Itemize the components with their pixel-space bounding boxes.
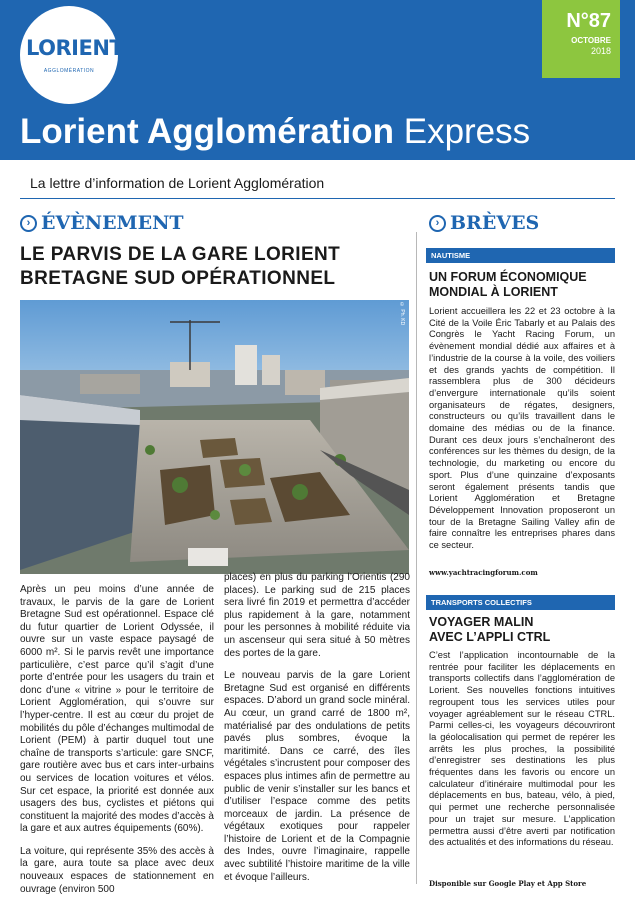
masthead [0, 0, 635, 160]
title-light: Express [403, 112, 531, 151]
brief-title-line: UN FORUM ÉCONOMIQUE [429, 270, 587, 284]
article-paragraph: La voiture, qui représente 35% des accès à la gare, aura toute sa place avec deux nouveaux espaces de stationnement en ouvrage (environ 500 [20, 845, 214, 895]
brief-title [429, 270, 615, 300]
issue-month: OCTOBRE [571, 36, 611, 45]
section-label: ÉVÈNEMENT [41, 212, 184, 234]
brief-link: Disponible sur Google Play et App Store [429, 879, 587, 888]
article-title-line: LE PARVIS DE LA GARE LORIENT [20, 244, 341, 265]
brief-link[interactable]: www.yachtracingforum.com [429, 568, 538, 577]
title-bold: Lorient Agglomération [20, 112, 394, 151]
chevron-right-icon: › [429, 215, 446, 232]
logo-subtitle: AGGLOMÉRATION [43, 68, 95, 74]
issue-badge [542, 0, 620, 78]
column-divider [416, 232, 417, 884]
brief-title-line: VOYAGER MALIN [429, 615, 534, 629]
article-paragraph: Le nouveau parvis de la gare Lorient Bretagne Sud est organisé en différents espaces. D’abord un grand socle minéral. Au cœur, un grand carré de 1800 m², matérialisé par des ondulations de petits pavés plus sombres, évoque la maritimité. Dans ce carré, des îles végétales s’incrustent pour composer des espaces plus intimes afin de permettre au public de venir s’installer sur les bancs et d’utiliser l’espace comme des petits morceaux de jardin. La présence de végétaux exotiques pour rappeler l’histoire de Lorient et de la Compagnie des Indes, ouvre l’imaginaire, rappelle avec subtilité l’histoire maritime de la ville et évoque l’ailleurs. [224, 670, 410, 883]
photo-credit: © Ph. KD [399, 302, 405, 326]
brief-title [429, 615, 615, 645]
section-head-evenement [20, 212, 184, 234]
aerial-photo-illustration [20, 300, 409, 574]
issue-number: N°87 [566, 10, 611, 32]
brief-category-bar: NAUTISME [426, 248, 615, 263]
brief-title-line: MONDIAL À LORIENT [429, 285, 558, 299]
article-column-1 [20, 584, 214, 898]
section-head-breves [429, 212, 539, 234]
divider [20, 198, 615, 199]
brief-title-line: AVEC L’APPLI CTRL [429, 630, 551, 644]
article-paragraph: places) en plus du parking l’Orientis (290 places). Le parking sud de 215 places sera livré fin 2019 et permettra d’accéder plus rapidement à la gare, notamment pour les personnes à mobilité réduite via un ascenseur qui sera situé à 50 mètres des portes de la gare. [224, 572, 410, 659]
article-paragraph: Après un peu moins d’une année de travaux, le parvis de la gare de Lorient Bretagne Sud est opérationnel. Espace clé du futur quartier de Lorient Odyssée, il ouvre sur un vaste espace paysagé de 6000 m². Si le parvis revêt une importance particulière, c’est parce qu’il s’agit d’une porte d’entrée pour les usagers du train et donc d’une « vitrine » pour le territoire de Lorient Agglomération, qui s’ouvre sur l’hyper-centre. Il est au cœur du projet de mobilités du pôle d’échanges multimodal de Lorient (PEM) à partir duquel tout une chaîne de transports s’articule: gare SNCF, gare routière avec bus et cars inter-urbains ou services de location voitures et vélos. Sur cet espace, la priorité est donnée aux usagers des bus, cyclistes et piétons qui constituent la majorité des modes d’accès à la gare et aux autres équipements (60%). [20, 584, 215, 835]
section-label: BRÈVES [450, 212, 540, 234]
newsletter-title [20, 112, 530, 152]
chevron-right-icon: › [20, 215, 37, 232]
brief-text: C’est l’application incontournable de la rentrée pour faciliter les déplacements en transports collectifs dans l’agglomération de Lorient. Ses nouvelles fonctions intuitives regroupent tous les services utiles pour voyager agréablement sur le réseau CTRL. Parmi celles-ci, les voyageurs découvriront la géolocalisation qui permet de repérer les arrêts les plus proches, la possibilité d’enregistrer ses destinations les plus fréquentes dans les favoris ou encore un calculateur d’itinéraire multimodal pour les déplacements en bus, bateau, vélo, à pied, qui permet une recherche personnalisée pour un trajet sur mesure. L’application permettra aussi d’être averti par notification des actualités et des informations du réseau. [429, 650, 615, 848]
article-title-line: BRETAGNE SUD OPÉRATIONNEL [20, 268, 336, 289]
lorient-logo [20, 6, 124, 104]
issue-year: 2018 [590, 46, 611, 56]
station-forecourt-photo [20, 300, 409, 574]
article-column-2 [224, 572, 410, 894]
brief-category-bar: TRANSPORTS COLLECTIFS [426, 595, 615, 610]
tagline: La lettre d’information de Lorient Agglomération [30, 175, 325, 191]
logo-wordmark: LORIENT [26, 36, 124, 60]
brief-text: Lorient accueillera les 22 et 23 octobre à la Cité de la Voile Éric Tabarly et au Palais des Congrès le Yacht Racing Forum, un évènement mondial dédié aux affaires et à l’industrie de la course à la voile, des voiliers et des grands yachts de compétition. Il rassemblera plus de 300 décideurs d’envergure internationale qu’ils soient organisateurs de régates, designers, constructeurs ou qu’ils travaillent dans le domaine des médias ou de la finance. Durant ces deux jours s’enchaîneront des conférences sur les thèmes du design, de la technologie, du marketing ou encore du sport. Plus d’une quinzaine d’exposants seront également présents tandis que Lorient Agglomération et Bretagne Développement Innovation proposeront un tour de la Bretagne Sailing Valley afin de faire connaître les entreprises phares dans ce secteur. [429, 306, 615, 551]
article-title [20, 243, 410, 291]
